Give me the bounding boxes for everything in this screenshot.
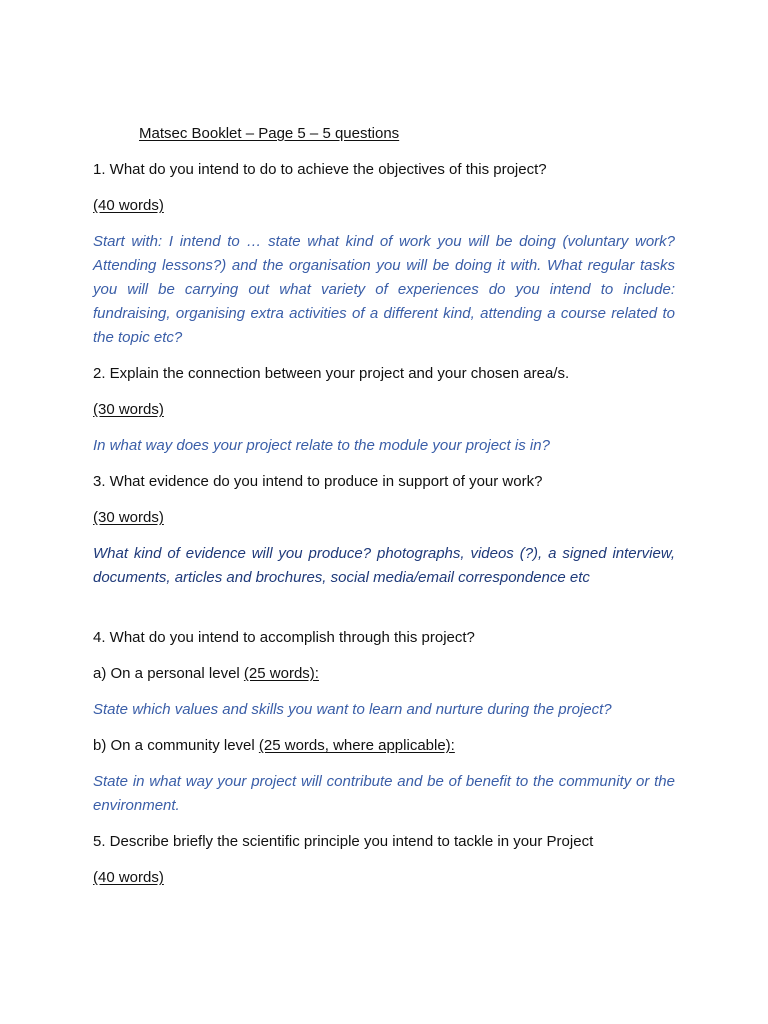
question-4a-label: a) On a personal level: [93, 665, 244, 682]
question-4a: [93, 662, 675, 686]
question-3-guidance: What kind of evidence will you produce? photographs, videos (?), a signed interview, documents, articles and brochures, social media/email correspondence etc: [93, 545, 675, 586]
question-4b-guidance: State in what way your project will contribute and be of benefit to the community or the environment.: [93, 773, 675, 814]
question-2-guidance: In what way does your project relate to the module your project is in?: [93, 437, 550, 454]
question-5: 5. Describe briefly the scientific principle you intend to tackle in your Project: [93, 833, 594, 850]
question-4b: [93, 734, 675, 758]
question-2-word-limit: (30 words): [93, 401, 164, 418]
page-title: Matsec Booklet – Page 5 – 5 questions: [139, 125, 400, 142]
question-4b-label: b) On a community level: [93, 737, 259, 754]
question-4b-word-limit: (25 words, where applicable):: [258, 737, 455, 754]
question-3: 3. What evidence do you intend to produce in support of your work?: [93, 473, 543, 490]
question-3-word-limit: (30 words): [93, 509, 164, 526]
question-1-word-limit: (40 words): [93, 197, 164, 214]
question-1-guidance: Start with: I intend to … state what kind of work you will be doing (voluntary work? Attending lessons?) and the organisation you will be doing it with. What regular tasks you will be carrying out what variety of experiences do you intend to include: fundraising, organising extra activities of a different kind, attending a course related to the topic etc?: [93, 233, 675, 346]
question-1: 1. What do you intend to do to achieve the objectives of this project?: [93, 161, 547, 178]
question-2: 2. Explain the connection between your project and your chosen area/s.: [93, 365, 570, 382]
question-5-word-limit: (40 words): [93, 869, 164, 886]
question-4a-guidance: State which values and skills you want to learn and nurture during the project?: [93, 701, 612, 718]
question-4a-word-limit: (25 words):: [243, 665, 319, 682]
question-4: 4. What do you intend to accomplish through this project?: [93, 629, 475, 646]
